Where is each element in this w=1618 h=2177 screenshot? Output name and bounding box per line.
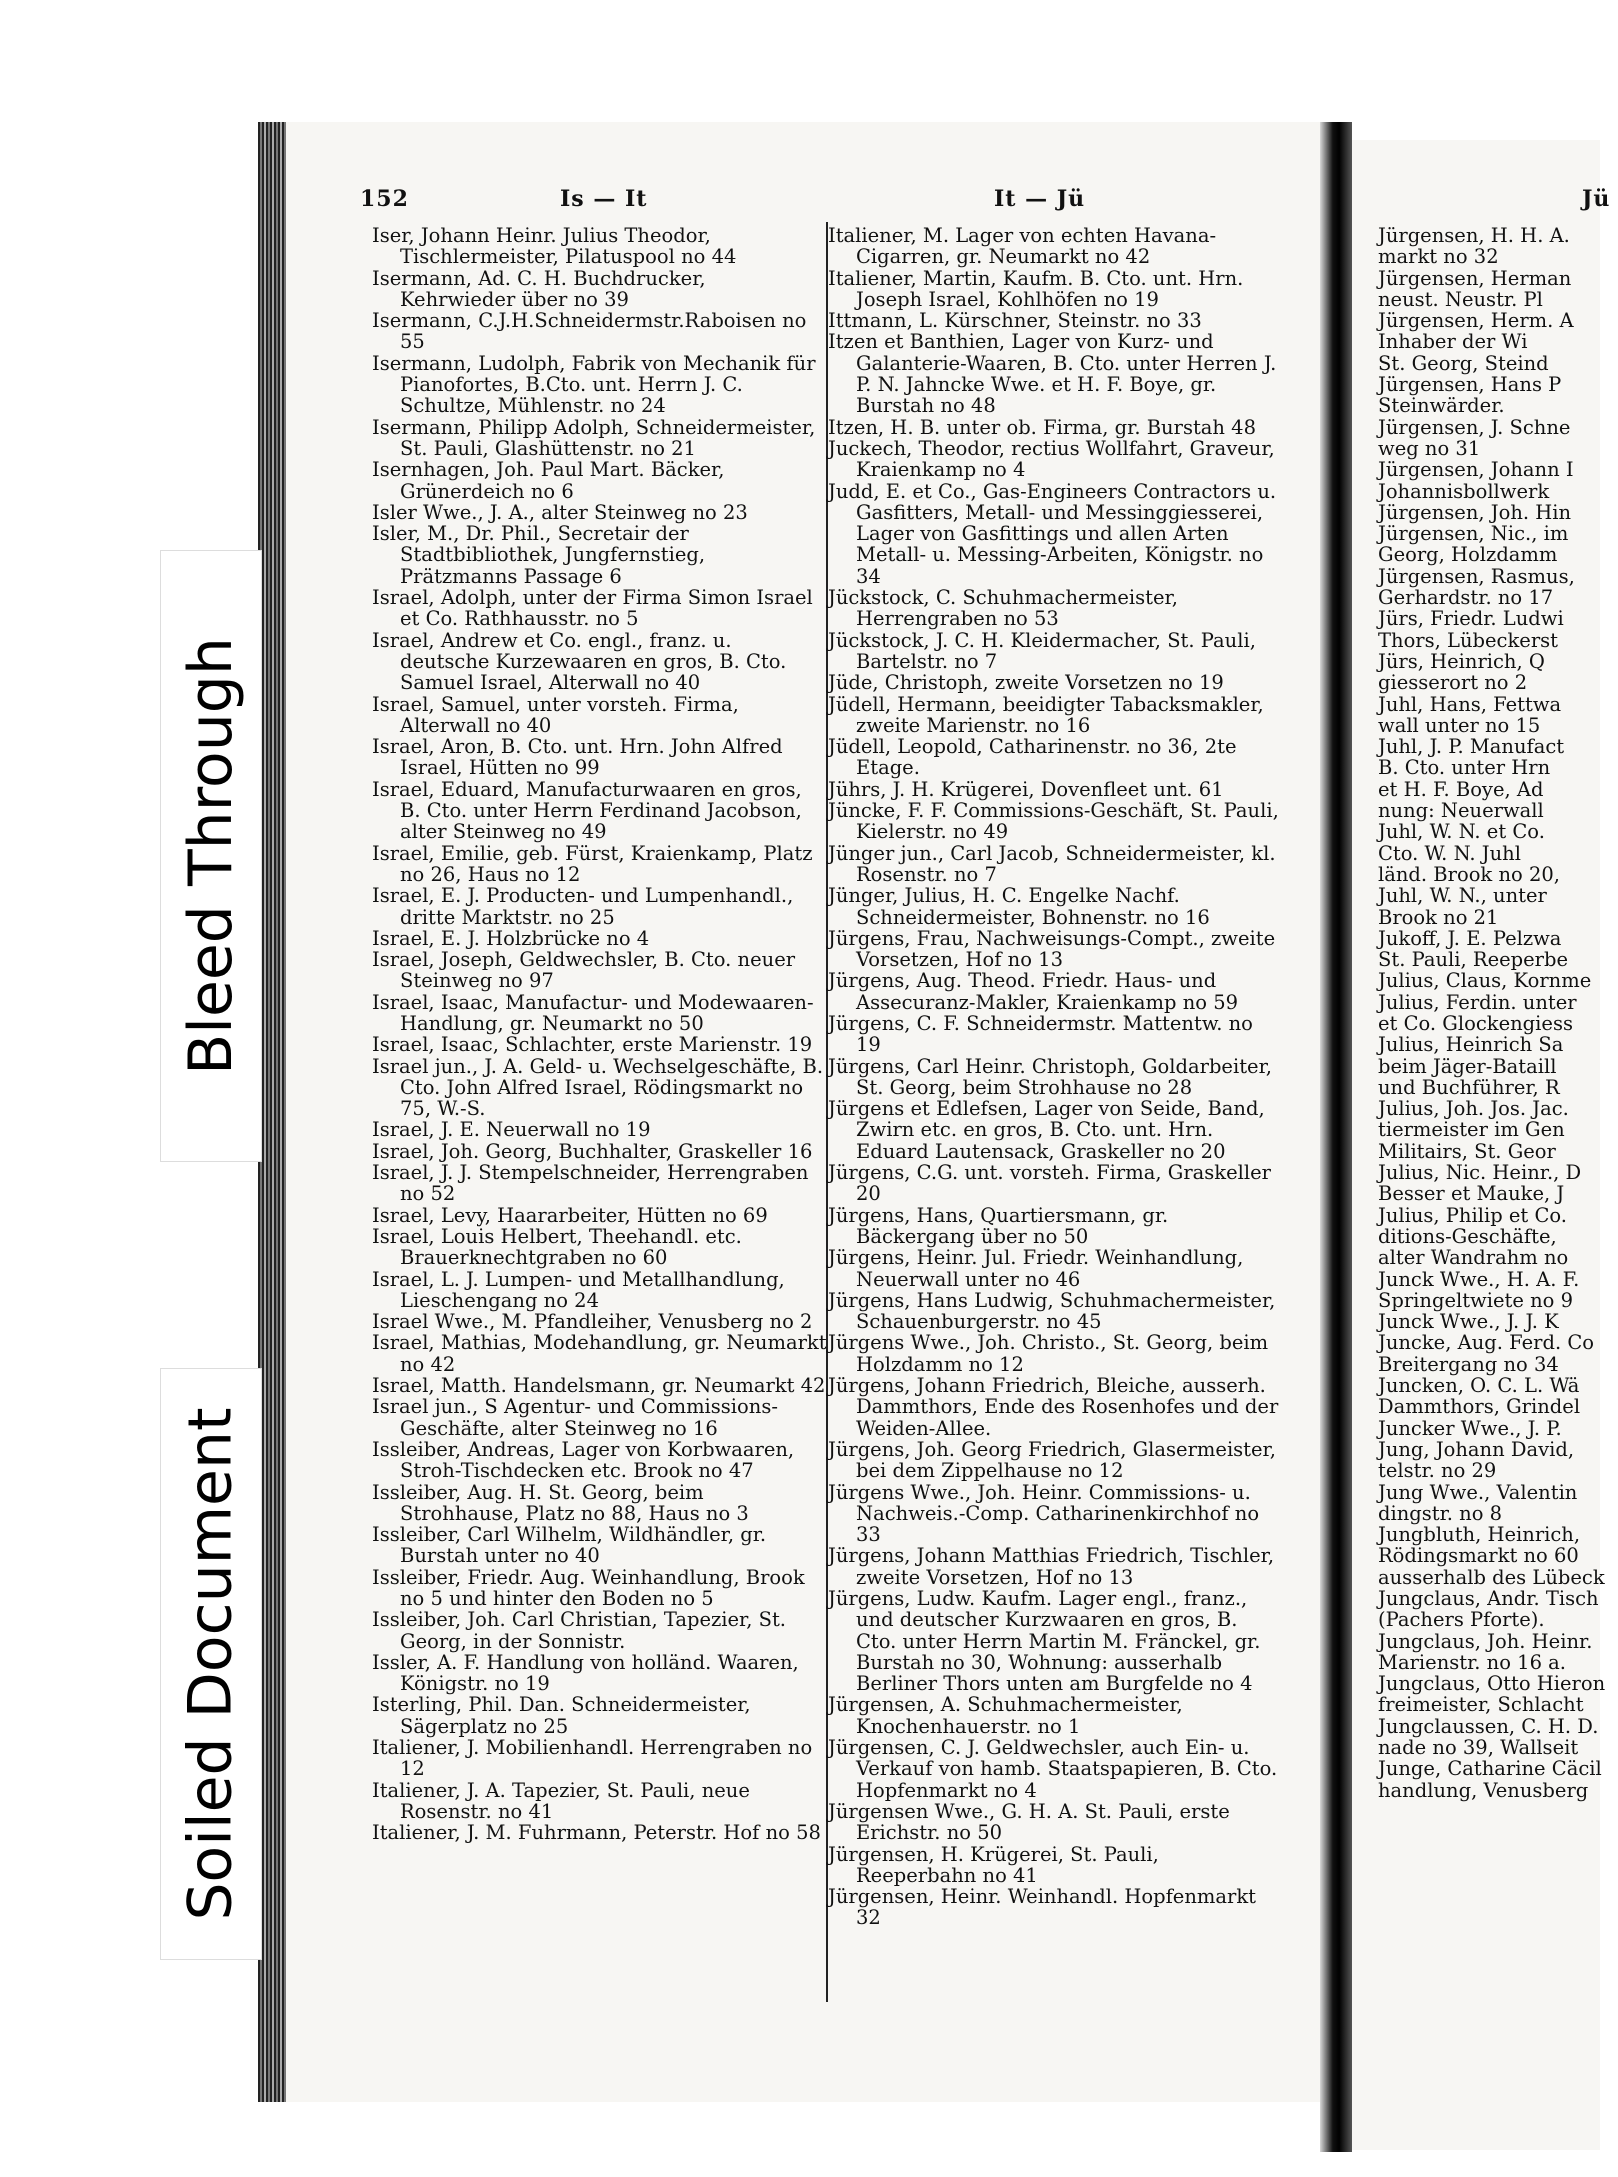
directory-entry: Jüde, Christoph, zweite Vorsetzen no 19 <box>828 671 1224 695</box>
directory-entry: Judd, E. et Co., Gas-Engineers Contractors u. Gasfitters, Metall- und Messinggiesserei, Lager von Gasfittings und allen Arten Metall- u. Messing-Arbeiten, Königstr. no 34 <box>828 479 1277 588</box>
directory-entry: Jungclaus, Otto Hieron <box>1378 1672 1606 1696</box>
directory-entry: Israel, Eduard, Manufacturwaaren en gros, B. Cto. unter Herrn Ferdinand Jacobson, alter Steinweg no 49 <box>372 777 802 844</box>
directory-entry: Jürgensen, Rasmus, <box>1378 564 1575 588</box>
directory-entry: nade no 39, Wallseit <box>1378 1736 1579 1760</box>
directory-entry: (Pachers Pforte). <box>1378 1608 1545 1632</box>
right-column <box>1378 225 1618 1801</box>
directory-entry: weg no 31 <box>1378 436 1481 460</box>
directory-entry: Julius, Philip et Co. <box>1378 1203 1567 1227</box>
directory-entry: Jung Wwe., Valentin <box>1378 1480 1578 1504</box>
directory-entry: Jürgens, Frau, Nachweisungs-Compt., zweite Vorsetzen, Hof no 13 <box>828 926 1276 972</box>
directory-entry: Jürgens, Carl Heinr. Christoph, Goldarbeiter, St. Georg, beim Strohhause no 28 <box>828 1054 1272 1099</box>
directory-entry: Rödingsmarkt no 60 <box>1378 1544 1579 1568</box>
directory-entry: Jückstock, C. Schuhmachermeister, Herrengraben no 53 <box>828 586 1178 631</box>
directory-entry: markt no 32 <box>1378 245 1499 269</box>
directory-entry: Julius, Claus, Kornme <box>1378 969 1592 993</box>
directory-entry: Italiener, J. A. Tapezier, St. Pauli, neue Rosenstr. no 41 <box>372 1778 750 1823</box>
directory-entry: Israel, Isaac, Schlachter, erste Marienstr. 19 <box>372 1033 813 1057</box>
directory-entry: beim Jäger-Bataill <box>1378 1054 1557 1078</box>
directory-entry: Jürgens Wwe., Joh. Heinr. Commissions- u. Nachweis.-Comp. Catharinenkirchhof no 33 <box>828 1480 1260 1547</box>
left-column <box>372 225 827 1844</box>
page-number: 152 <box>360 186 409 212</box>
directory-entry: Isermann, Ad. C. H. Buchdrucker, Kehrwieder über no 39 <box>372 266 706 311</box>
directory-entry: Israel, E. J. Producten- und Lumpenhandl., dritte Marktstr. no 25 <box>372 884 794 929</box>
directory-entry: Jungclaussen, C. H. D. <box>1378 1714 1599 1738</box>
directory-entry: Issleiber, Carl Wilhelm, Wildhändler, gr. Burstah unter no 40 <box>372 1523 767 1568</box>
directory-entry: alter Wandrahm no <box>1378 1246 1569 1270</box>
directory-entry: Jührs, J. H. Krügerei, Dovenfleet unt. 61 <box>828 777 1224 801</box>
directory-entry: Itzen et Banthien, Lager von Kurz- und Galanterie-Waaren, B. Cto. unter Herren J. P. N. Jahncke Wwe. et H. F. Boye, gr. Burstah no 48 <box>828 330 1277 418</box>
directory-entry: Junck Wwe., J. J. K <box>1378 1310 1559 1334</box>
directory-entry: nung: Neuerwall <box>1378 799 1544 823</box>
directory-entry: Jückstock, J. C. H. Kleidermacher, St. Pauli, Bartelstr. no 7 <box>828 628 1256 673</box>
directory-entry: freimeister, Schlacht <box>1378 1693 1584 1717</box>
directory-entry: Jünger, Julius, H. C. Engelke Nachf. Schneidermeister, Bohnenstr. no 16 <box>828 884 1210 929</box>
directory-entry: Israel, J. E. Neuerwall no 19 <box>372 1118 651 1142</box>
directory-entry: Israel, Emilie, geb. Fürst, Kraienkamp, Platz no 26, Haus no 12 <box>372 841 813 886</box>
directory-entry: Jürgens, Hans, Quartiersmann, gr. Bäckergang über no 50 <box>828 1203 1169 1248</box>
directory-entry: Israel, Andrew et Co. engl., franz. u. deutsche Kurzewaaren en gros, B. Cto. Samuel Israel, Alterwall no 40 <box>372 628 787 695</box>
directory-entry: Jüdell, Hermann, beeidigter Tabacksmakler, zweite Marienstr. no 16 <box>828 692 1264 737</box>
directory-entry: Jürs, Heinrich, Q <box>1378 649 1545 673</box>
directory-entry: Besser et Mauke, J <box>1378 1182 1565 1206</box>
directory-entry: Issleiber, Friedr. Aug. Weinhandlung, Brook no 5 und hinter den Boden no 5 <box>372 1565 805 1610</box>
directory-entry: Iser, Johann Heinr. Julius Theodor, Tischlermeister, Pilatuspool no 44 <box>372 224 737 269</box>
directory-entry: Italiener, J. Mobilienhandl. Herrengraben no 12 <box>372 1736 813 1781</box>
directory-entry: Jürgens, Ludw. Kaufm. Lager engl., franz., und deutscher Kurzwaaren en gros, B. Cto. unter Herrn Martin M. Fränckel, gr. Burstah no 30, Wohnung: ausserhalb Berliner Thors unten am Burgfelde no 4 <box>828 1587 1261 1696</box>
directory-entry: Israel, Samuel, unter vorsteh. Firma, Alterwall no 40 <box>372 692 739 737</box>
directory-entry: Israel, Isaac, Manufactur- und Modewaaren-Handlung, gr. Neumarkt no 50 <box>372 990 814 1035</box>
directory-entry: Jürgensen, Johann I <box>1378 458 1574 482</box>
directory-entry: Israel jun., J. A. Geld- u. Wechselgeschäfte, B. Cto. John Alfred Israel, Rödingsmarkt no 75, W.-S. <box>372 1054 824 1121</box>
directory-entry: B. Cto. unter Hrn <box>1378 756 1551 780</box>
directory-entry: Jünger jun., Carl Jacob, Schneidermeister, kl. Rosenstr. no 7 <box>828 841 1276 886</box>
left-header-range: Is — It <box>560 186 648 212</box>
directory-entry: tiermeister im Gen <box>1378 1118 1565 1142</box>
directory-entry: Julius, Joh. Jos. Jac. <box>1378 1097 1569 1121</box>
directory-entry: Georg, Holzdamm <box>1378 543 1558 567</box>
directory-entry: Jürgensen, Heinr. Weinhandl. Hopfenmarkt 32 <box>828 1885 1256 1930</box>
directory-entry: Italiener, M. Lager von echten Havana-Cigarren, gr. Neumarkt no 42 <box>828 224 1217 269</box>
directory-entry: Jürgensen, J. Schne <box>1378 415 1571 439</box>
directory-entry: Jukoff, J. E. Pelzwa <box>1378 926 1562 950</box>
directory-entry: Junck Wwe., H. A. F. <box>1378 1267 1580 1291</box>
directory-entry: Isler, M., Dr. Phil., Secretair der Stadtbibliothek, Jungfernstieg, Prätzmanns Passage 6 <box>372 522 706 588</box>
directory-entry: Jürgens, C. F. Schneidermstr. Mattentw. no 19 <box>828 1011 1253 1057</box>
directory-entry: Jürgensen, Joh. Hin <box>1378 500 1572 524</box>
directory-entry: Jürgens, Aug. Theod. Friedr. Haus- und Assecuranz-Makler, Kraienkamp no 59 <box>828 969 1239 1014</box>
directory-entry: telstr. no 29 <box>1378 1459 1497 1483</box>
directory-entry: Dammthors, Grindel <box>1378 1395 1581 1419</box>
directory-entry: Jürgensen, C. J. Geldwechsler, auch Ein- u. Verkauf von hamb. Staatspapieren, B. Cto. Hopfenmarkt no 4 <box>828 1736 1278 1802</box>
soiled-document-text: Soiled Document <box>176 1407 247 1921</box>
directory-entry: Itzen, H. B. unter ob. Firma, gr. Burstah 48 <box>828 415 1256 439</box>
directory-entry: handlung, Venusberg <box>1378 1778 1589 1802</box>
directory-entry: Jung, Johann David, <box>1378 1437 1575 1461</box>
directory-entry: Jungclaus, Andr. Tisch <box>1378 1587 1599 1610</box>
directory-entry: Israel, Joseph, Geldwechsler, B. Cto. neuer Steinweg no 97 <box>372 948 796 993</box>
directory-entry: Jürgens, Johann Friedrich, Bleiche, ausserh. Dammthors, Ende des Rosenhofes und der Weiden-Allee. <box>828 1374 1279 1440</box>
directory-entry: Jürgensen, H. H. A. <box>1378 224 1570 247</box>
directory-entry: Juncker Wwe., J. P. <box>1378 1416 1562 1440</box>
directory-entry: Juhl, W. N. et Co. <box>1378 820 1545 844</box>
directory-entry: Brook no 21 <box>1378 905 1499 929</box>
directory-entry: Issleiber, Aug. H. St. Georg, beim Strohhause, Platz no 88, Haus no 3 <box>372 1480 749 1525</box>
directory-entry: Isermann, Ludolph, Fabrik von Mechanik für Pianofortes, B.Cto. unt. Herrn J. C. Schultze, Mühlenstr. no 24 <box>372 351 816 418</box>
directory-entry: Jürgens, Joh. Georg Friedrich, Glasermeister, bei dem Zippelhause no 12 <box>828 1437 1276 1483</box>
directory-entry: Jürgensen, Herman <box>1378 266 1572 290</box>
directory-entry: Israel, Aron, B. Cto. unt. Hrn. John Alfred Israel, Hütten no 99 <box>372 735 783 780</box>
directory-entry: Israel, J. J. Stempelschneider, Herrengraben no 52 <box>372 1161 809 1206</box>
directory-entry: et H. F. Boye, Ad <box>1378 777 1544 801</box>
directory-entry: Cto. W. N. Juhl <box>1378 841 1521 865</box>
directory-entry: Thors, Lübeckerst <box>1378 628 1559 652</box>
directory-entry: Juncken, O. C. L. Wä <box>1378 1374 1580 1398</box>
directory-entry: Israel, Mathias, Modehandlung, gr. Neumarkt no 42 <box>372 1331 827 1376</box>
directory-entry: Issleiber, Andreas, Lager von Korbwaaren, Stroh-Tischdecken etc. Brook no 47 <box>372 1437 795 1483</box>
bleed-through-text: Bleed Through <box>176 637 247 1075</box>
directory-entry: Issleiber, Joh. Carl Christian, Tapezier, St. Georg, in der Sonnistr. <box>372 1608 787 1653</box>
directory-entry: Johannisbollwerk <box>1378 479 1550 503</box>
directory-entry: Jürgens, Heinr. Jul. Friedr. Weinhandlung, Neuerwall unter no 46 <box>828 1246 1244 1291</box>
directory-entry: Israel, Matth. Handelsmann, gr. Neumarkt 42 <box>372 1374 826 1398</box>
directory-entry: Ittmann, L. Kürschner, Steinstr. no 33 <box>828 309 1202 333</box>
middle-header-range: It — Jü <box>994 186 1086 212</box>
directory-entry: Jürgensen Wwe., G. H. A. St. Pauli, erste Erichstr. no 50 <box>828 1799 1230 1845</box>
bleed-through-label <box>160 550 262 1162</box>
directory-entry: Gerhardstr. no 17 <box>1378 586 1554 610</box>
directory-entry: Junge, Catharine Cäcil <box>1378 1757 1602 1781</box>
directory-entry: Inhaber der Wi <box>1378 330 1528 354</box>
directory-entry: Israel, Louis Helbert, Theehandl. etc. Brauerknechtgraben no 60 <box>372 1224 742 1270</box>
directory-entry: Militairs, St. Geor <box>1378 1139 1556 1163</box>
directory-entry: ditions-Geschäfte, <box>1378 1224 1557 1248</box>
soiled-document-label <box>160 1368 262 1960</box>
directory-entry: Israel, Adolph, unter der Firma Simon Israel et Co. Rathhausstr. no 5 <box>372 586 813 631</box>
directory-entry: Julius, Heinrich Sa <box>1378 1033 1564 1057</box>
directory-entry: Jürgensen, Herm. A <box>1378 309 1574 333</box>
directory-entry: giesserort no 2 <box>1378 671 1528 695</box>
directory-entry: Issler, A. F. Handlung von holländ. Waaren, Königstr. no 19 <box>372 1650 799 1696</box>
directory-entry: Isterling, Phil. Dan. Schneidermeister, Sägerplatz no 25 <box>372 1693 751 1738</box>
directory-entry: Julius, Nic. Heinr., D <box>1378 1161 1582 1185</box>
directory-entry: Isermann, Philipp Adolph, Schneidermeister, St. Pauli, Glashüttenstr. no 21 <box>372 415 816 460</box>
directory-entry: Israel, Joh. Georg, Buchhalter, Graskeller 16 <box>372 1139 813 1163</box>
directory-entry: Jüncke, F. F. Commissions-Geschäft, St. Pauli, Kielerstr. no 49 <box>828 799 1279 844</box>
directory-entry: Jürgensen, A. Schuhmachermeister, Knochenhauerstr. no 1 <box>828 1693 1183 1738</box>
directory-entry: St. Georg, Steind <box>1378 351 1549 375</box>
directory-entry: ausserhalb des Lübeck <box>1378 1565 1605 1589</box>
directory-entry: Juhl, Hans, Fettwa <box>1378 692 1562 716</box>
directory-entry: Julius, Ferdin. unter <box>1378 990 1577 1014</box>
directory-entry: Isler Wwe., J. A., alter Steinweg no 23 <box>372 500 748 524</box>
directory-entry: Steinwärder. <box>1378 394 1505 418</box>
book-gutter <box>1320 122 1352 2152</box>
directory-entry: Israel, L. J. Lumpen- und Metallhandlung, Lieschengang no 24 <box>372 1267 785 1312</box>
directory-entry: Isernhagen, Joh. Paul Mart. Bäcker, Grünerdeich no 6 <box>372 458 725 503</box>
directory-entry: Springeltwiete no 9 <box>1378 1288 1573 1312</box>
middle-column <box>828 225 1280 1929</box>
directory-entry: Jürgensen, Hans P <box>1378 373 1562 397</box>
directory-entry: Breitergang no 34 <box>1378 1352 1559 1376</box>
directory-entry: neust. Neustr. Pl <box>1378 287 1543 311</box>
directory-entry: Jürs, Friedr. Ludwi <box>1378 607 1564 631</box>
directory-entry: Juncke, Aug. Ferd. Co <box>1378 1331 1594 1355</box>
directory-entry: Israel, E. J. Holzbrücke no 4 <box>372 926 650 950</box>
directory-entry: Jürgens, Johann Matthias Friedrich, Tischler, zweite Vorsetzen, Hof no 13 <box>828 1544 1275 1589</box>
directory-entry: St. Pauli, Reeperbe <box>1378 948 1569 972</box>
page-edge <box>258 122 286 2102</box>
directory-entry: Jürgensen, Nic., im <box>1378 522 1569 546</box>
directory-entry: Isermann, C.J.H.Schneidermstr.Raboisen no 55 <box>372 309 807 354</box>
directory-entry: Juckech, Theodor, rectius Wollfahrt, Graveur, Kraienkamp no 4 <box>828 436 1275 482</box>
directory-entry: länd. Brook no 20, <box>1378 862 1560 886</box>
directory-entry: et Co. Glockengiess <box>1378 1011 1573 1035</box>
directory-entry: Israel, Levy, Haararbeiter, Hütten no 69 <box>372 1203 768 1227</box>
directory-entry: Marienstr. no 16 a. <box>1378 1650 1567 1674</box>
directory-entry: Jürgens et Edlefsen, Lager von Seide, Band, Zwirn etc. en gros, B. Cto. unt. Hrn. Eduard Lautensack, Graskeller no 20 <box>828 1097 1265 1163</box>
directory-entry: Israel Wwe., M. Pfandleiher, Venusberg no 2 <box>372 1310 813 1334</box>
directory-entry: Jürgens Wwe., Joh. Christo., St. Georg, beim Holzdamm no 12 <box>828 1331 1269 1376</box>
directory-entry: wall unter no 15 <box>1378 713 1541 737</box>
directory-entry: Italiener, J. M. Fuhrmann, Peterstr. Hof no 58 <box>372 1821 821 1845</box>
right-header-range: Jü <box>1582 186 1611 212</box>
directory-entry: Israel jun., S Agentur- und Commissions-Geschäfte, alter Steinweg no 16 <box>372 1395 778 1440</box>
directory-entry: Jürgensen, H. Krügerei, St. Pauli, Reeperbahn no 41 <box>828 1842 1159 1887</box>
directory-entry: und Buchführer, R <box>1378 1075 1560 1099</box>
directory-entry: Jürgens, C.G. unt. vorsteh. Firma, Graskeller 20 <box>828 1161 1271 1206</box>
directory-entry: Jungclaus, Joh. Heinr. <box>1378 1629 1593 1653</box>
directory-entry: Jungbluth, Heinrich, <box>1378 1523 1581 1547</box>
directory-entry: dingstr. no 8 <box>1378 1501 1503 1525</box>
directory-entry: Jürgens, Hans Ludwig, Schuhmachermeister, Schauenburgerstr. no 45 <box>828 1288 1276 1334</box>
directory-entry: Juhl, J. P. Manufact <box>1378 735 1565 759</box>
directory-entry: Jüdell, Leopold, Catharinenstr. no 36, 2te Etage. <box>828 735 1237 780</box>
directory-entry: Italiener, Martin, Kaufm. B. Cto. unt. Hrn. Joseph Israel, Kohlhöfen no 19 <box>828 266 1244 311</box>
directory-entry: Juhl, W. N., unter <box>1378 884 1547 908</box>
